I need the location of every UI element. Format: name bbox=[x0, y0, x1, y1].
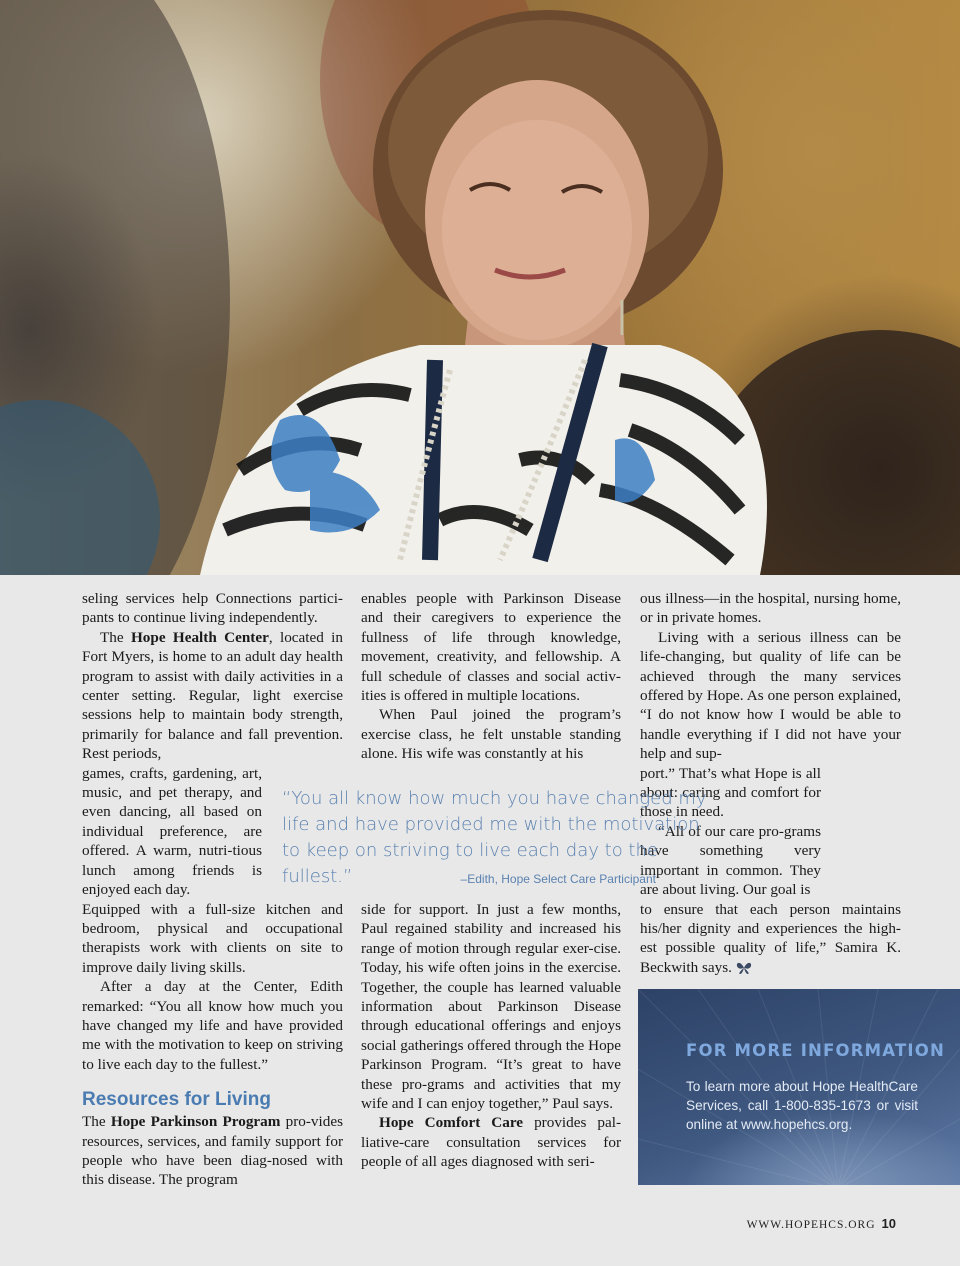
text-run: to ensure that each person maintains his/her dignity and experiences the high-est possible quality of life,” Samira K. Beckwith says. bbox=[640, 900, 901, 976]
paragraph-edith-quote: After a day at the Center, Edith remarked: “You all know how much you have changed my life and have provided me with the motivation to keep on striving to live each day to the fullest.” bbox=[82, 978, 343, 1073]
paragraph-wrap-narrow: port.” That’s what Hope is all about: caring and comfort for those in need. bbox=[640, 764, 821, 821]
text-run: provides pal-liative-care consultation services for people of all ages diagnosed with seri- bbox=[361, 1114, 622, 1171]
bold-program-name: Hope Parkinson Program bbox=[110, 1113, 281, 1131]
paragraph: seling services help Connections partici-pants to continue living independently. bbox=[82, 590, 343, 627]
portrait-illustration bbox=[0, 0, 960, 575]
paragraph-paul: When Paul joined the program’s exercise class, he felt unstable standing alone. His wife was constantly at his bbox=[361, 706, 621, 763]
paragraph-parkinson-program bbox=[82, 1112, 343, 1190]
hero-photo bbox=[0, 0, 960, 575]
text-run: pro-vides resources, services, and family support for people who have been diag-nosed with this disease. The program bbox=[82, 1113, 343, 1189]
paragraph-closing bbox=[640, 900, 901, 981]
paragraph-comfort-care bbox=[361, 1113, 621, 1171]
text-run: , located in Fort Myers, is home to an adult day health program to assist with daily activities in a center setting. Regular, light exercise sessions help to maintain body strength, primarily for balance and fall prevention. Rest periods, bbox=[82, 628, 343, 763]
page-footer bbox=[747, 1216, 896, 1231]
paragraph: ous illness—in the hospital, nursing home, or in private homes. bbox=[640, 590, 901, 627]
section-heading: Resources for Living bbox=[82, 1089, 271, 1111]
paragraph: Equipped with a full-size kitchen and bedroom, physical and occupational therapists work with clients on site to improve daily living skills. bbox=[82, 900, 343, 976]
info-box-title: FOR MORE INFORMATION bbox=[686, 1041, 946, 1060]
pull-quote: “You all know how much you have changed my life and have provided me with the motivation to keep on striving to live each day to the fullest.” bbox=[282, 788, 707, 887]
paragraph-wrap-narrow: games, crafts, gardening, art, music, and pet therapy, and even dancing, all based on individual preference, are offered. A warm, nutri-tious lunch among friends is enjoyed each day. bbox=[82, 764, 262, 899]
text-run: The bbox=[82, 1113, 111, 1131]
paragraph: Living with a serious illness can be life-changing, but quality of life can be achieved through the many services offered by Hope. As one person explained, “I do not know how I would be able to handle everything if I did not have your help and sup- bbox=[640, 628, 901, 763]
bold-program-name: Hope Health Center bbox=[130, 628, 269, 646]
info-box-text: To learn more about Hope HealthCare Services, call 1-800-835-1673 or visit online at www.hopehcs.org. bbox=[686, 1079, 918, 1133]
bold-program-name: Hope Comfort Care bbox=[379, 1114, 524, 1132]
more-info-box bbox=[638, 989, 960, 1185]
butterfly-icon bbox=[736, 961, 752, 980]
column-3 bbox=[640, 589, 901, 980]
paragraph-hope-health-center bbox=[82, 628, 343, 764]
paragraph: enables people with Parkinson Disease and their caregivers to experience the fullness of life through knowledge, movement, creativity, and fellowship. A full schedule of classes and social activ-ities is offered in multiple locations. bbox=[361, 590, 621, 705]
paragraph-wrap-narrow: “All of our care pro-grams have something very important in common. They are about living. Our goal is bbox=[640, 822, 821, 899]
column-2-top bbox=[361, 589, 621, 764]
text-run: The bbox=[100, 628, 131, 646]
footer-url: WWW.HOPEHCS.ORG bbox=[746, 1219, 876, 1231]
paragraph-paul-continued: side for support. In just a few months, Paul regained stability and increased his range of motion through regular exer-cise. Today, his wife often joins in the exercise. Together, the couple has learned valuable information about Parkinson Disease through educational offerings and enjoys social gatherings offered through the Hope Parkinson Program. “It’s great to have these pro-grams and activities that my wife and I can enjoy together,” Paul says. bbox=[361, 901, 621, 1113]
pull-quote-attribution: –Edith, Hope Select Care Participant bbox=[460, 872, 656, 886]
page-number: 10 bbox=[881, 1216, 896, 1231]
